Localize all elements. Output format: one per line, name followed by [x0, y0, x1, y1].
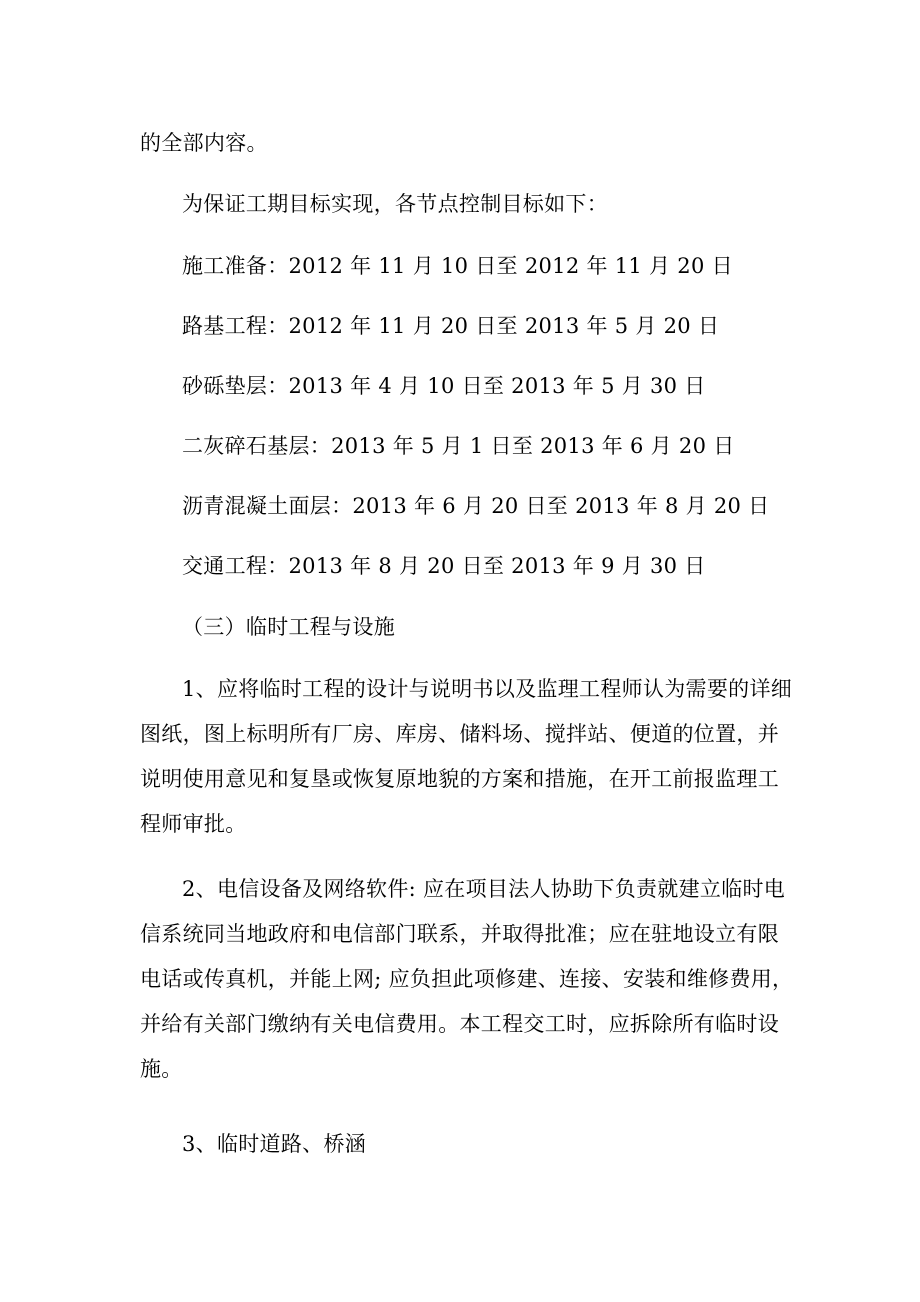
schedule-item-gravel-cushion: 砂砾垫层：2013 年 4 月 10 日至 2013 年 5 月 30 日: [182, 374, 706, 398]
paragraph-schedule-intro: 为保证工期目标实现，各节点控制目标如下：: [182, 192, 608, 216]
schedule-item-asphalt-surface: 沥青混凝土面层：2013 年 6 月 20 日至 2013 年 8 月 20 日: [182, 494, 770, 518]
paragraph-1-line-1: 1、应将临时工程的设计与说明书以及监理工程师认为需要的详细: [182, 677, 793, 701]
text-line-continuation: 的全部内容。: [140, 131, 268, 155]
paragraph-2-line-4: 并给有关部门缴纳有关电信费用。本工程交工时，应拆除所有临时设: [140, 1012, 779, 1036]
paragraph-1-line-2: 图纸，图上标明所有厂房、库房、储料场、搅拌站、便道的位置，并: [140, 722, 779, 746]
schedule-item-traffic-works: 交通工程：2013 年 8 月 20 日至 2013 年 9 月 30 日: [182, 554, 706, 578]
paragraph-2-line-2: 信系统同当地政府和电信部门联系，并取得批准；应在驻地设立有限: [140, 922, 779, 946]
schedule-item-lime-ash-base: 二灰碎石基层：2013 年 5 月 1 日至 2013 年 6 月 20 日: [182, 434, 735, 458]
schedule-item-roadbed: 路基工程：2012 年 11 月 20 日至 2013 年 5 月 20 日: [182, 314, 720, 338]
paragraph-2-line-3: 电话或传真机，并能上网; 应负担此项修建、连接、安装和维修费用，: [140, 967, 794, 991]
schedule-item-construction-prep: 施工准备：2012 年 11 月 10 日至 2012 年 11 月 20 日: [182, 254, 733, 278]
paragraph-1-line-4: 程师审批。: [140, 812, 247, 836]
paragraph-1-line-3: 说明使用意见和复垦或恢复原地貌的方案和措施，在开工前报监理工: [140, 767, 779, 791]
paragraph-2-line-1: 2、电信设备及网络软件: 应在项目法人协助下负责就建立临时电: [182, 877, 786, 901]
paragraph-2-line-5: 施。: [140, 1057, 183, 1081]
item-3-heading: 3、临时道路、桥涵: [182, 1132, 367, 1156]
section-heading-temporary-works: （三）临时工程与设施: [182, 615, 395, 639]
